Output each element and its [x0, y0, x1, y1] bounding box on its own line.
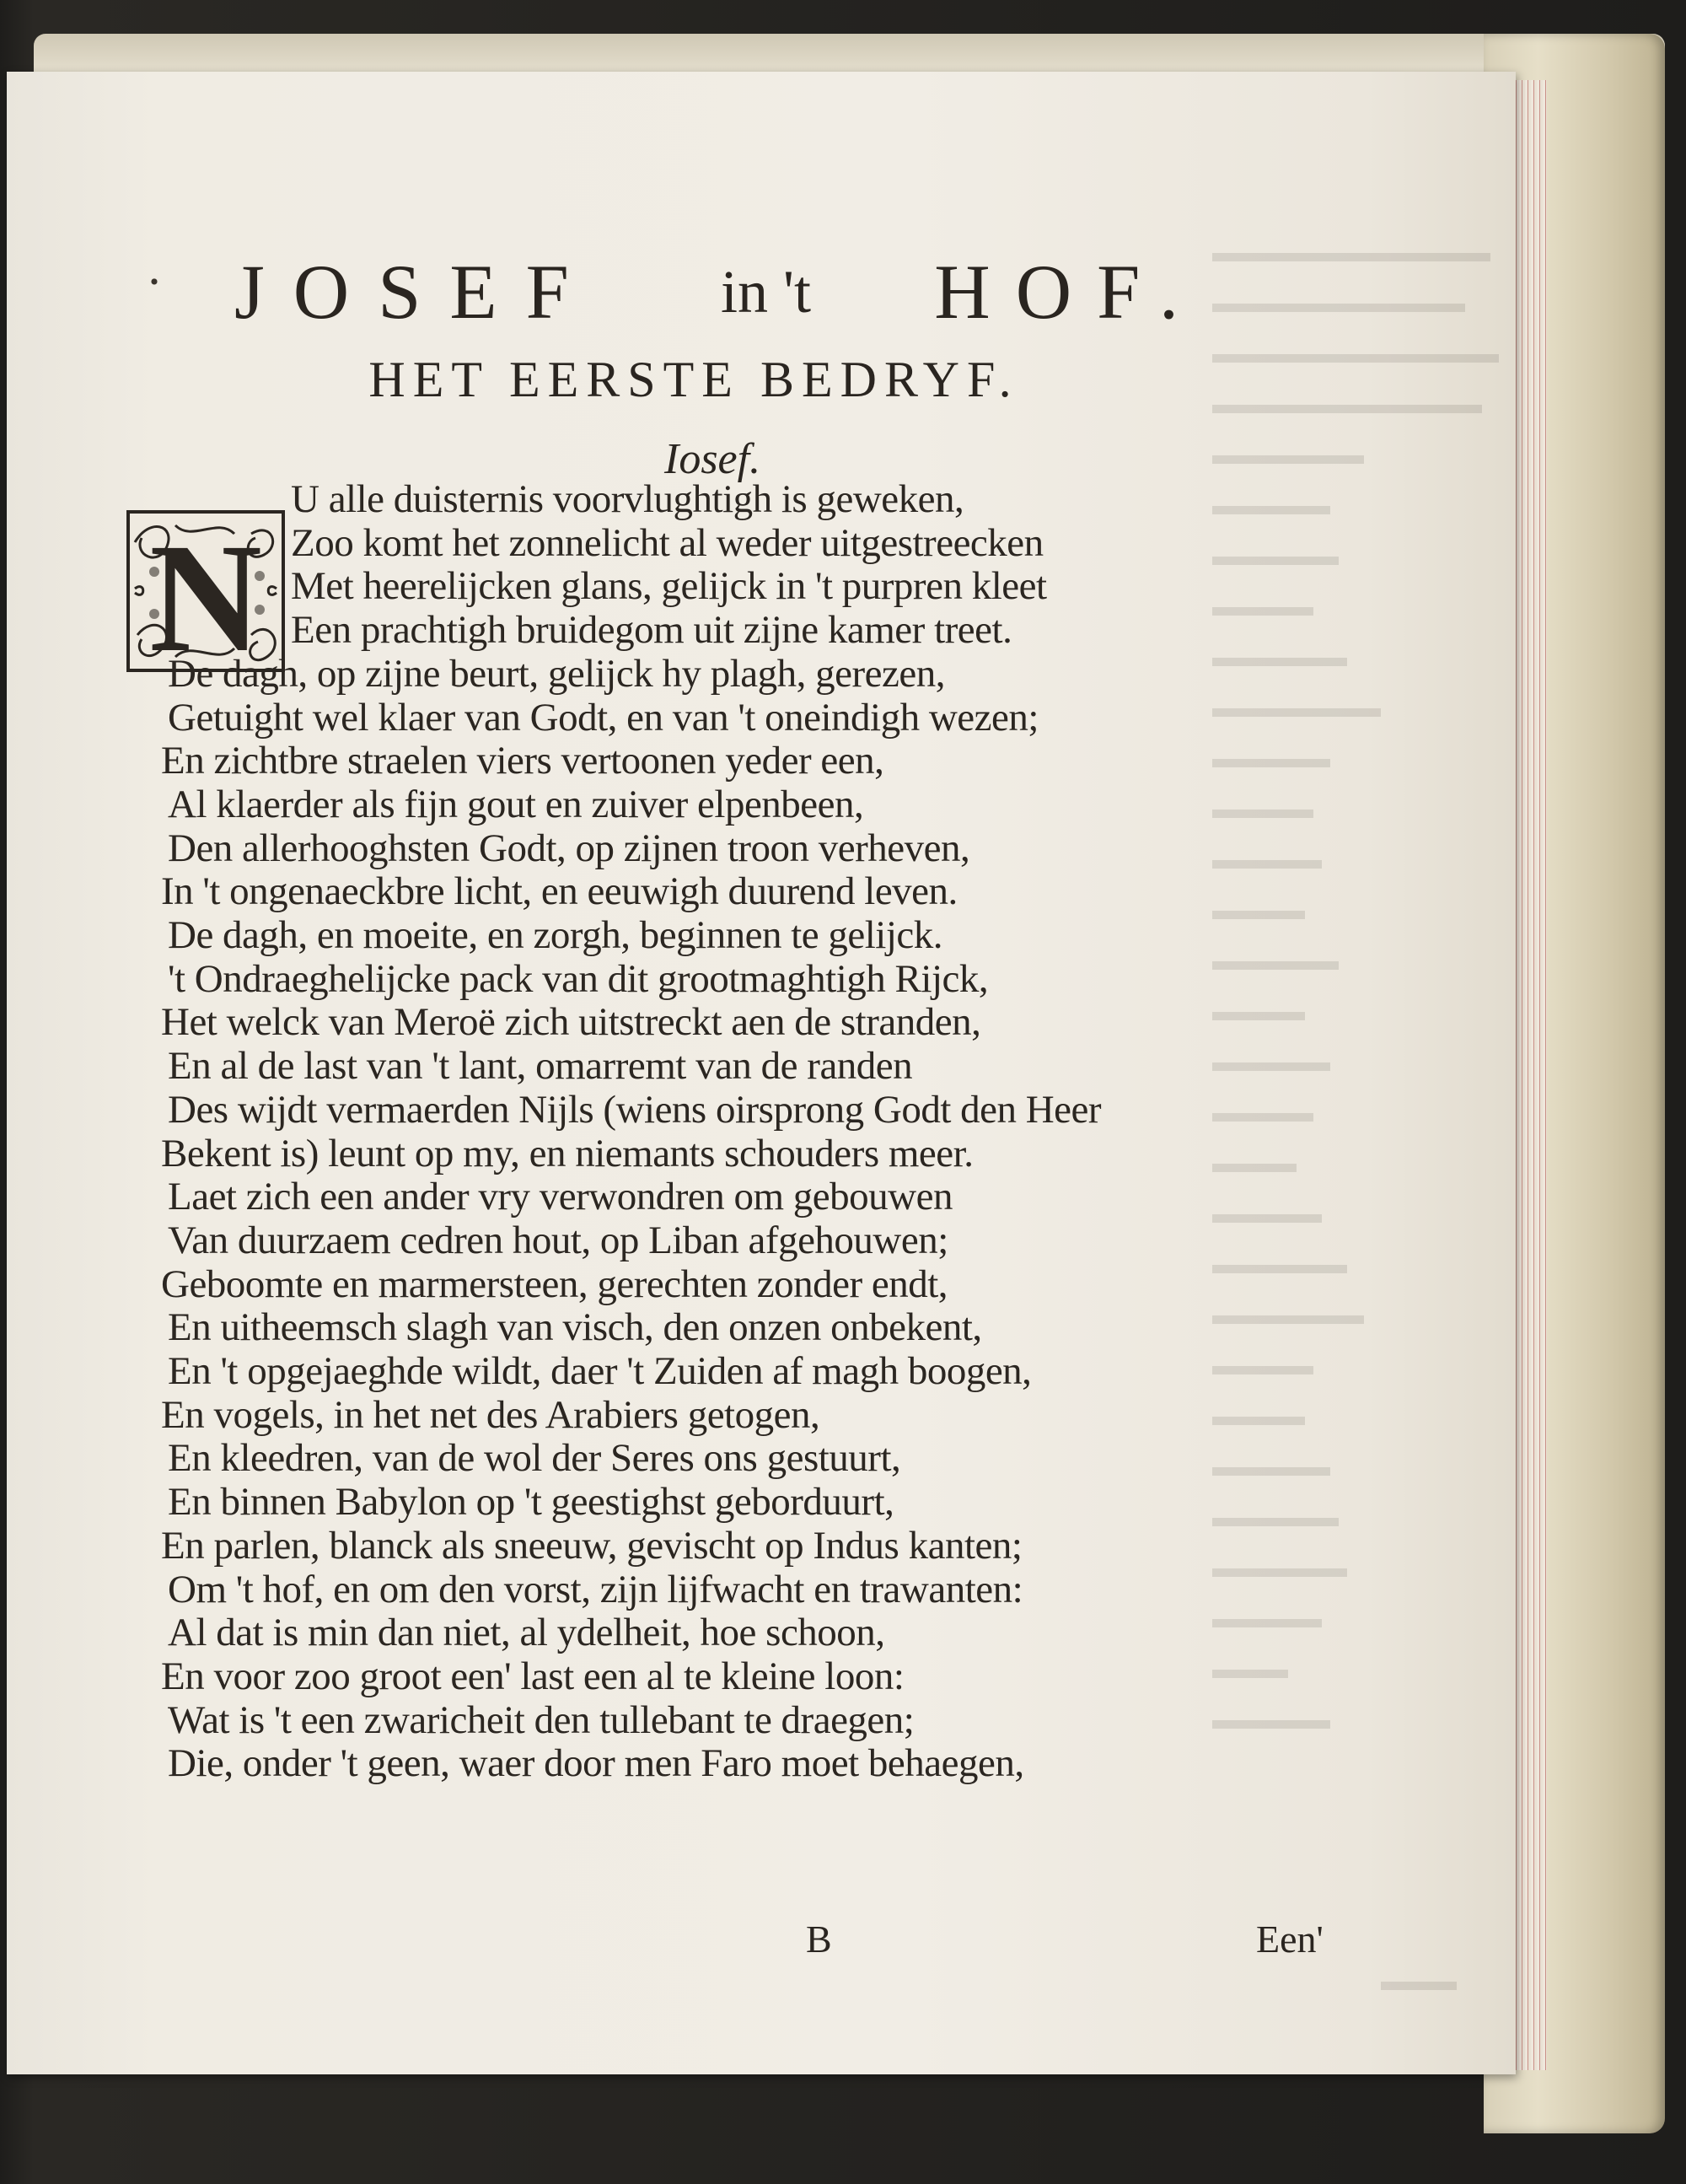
- title-word-in-t: in 't: [721, 258, 812, 325]
- poem-line: Laet zich een ander vry verwondren om gebouwen: [168, 1175, 953, 1218]
- page-title: [234, 245, 1204, 338]
- reverse-show-through: [1212, 228, 1516, 2083]
- poem-line: Al klaerder als fijn gout en zuiver elpenbeen,: [168, 783, 864, 826]
- poem-line: Al dat is min dan niet, al ydelheit, hoe schoon,: [168, 1611, 885, 1654]
- decorated-initial-n: [125, 508, 287, 674]
- poem-line: Het welck van Meroë zich uitstreckt aen de stranden,: [161, 1000, 981, 1044]
- poem-line: En kleedren, van de wol der Seres ons gestuurt,: [168, 1436, 901, 1480]
- speaker-name: Iosef.: [664, 435, 761, 483]
- poem-line: Getuight wel klaer van Godt, en van 't oneindigh wezen;: [168, 696, 1039, 740]
- title-ornament-dot: ·: [146, 254, 163, 309]
- poem-line: Bekent is) leunt op my, en niemants schouders meer.: [161, 1132, 974, 1175]
- poem-line: Den allerhooghsten Godt, op zijnen troon verheven,: [168, 826, 970, 870]
- poem-line: En zichtbre straelen viers vertoonen yeder een,: [161, 739, 884, 783]
- poem-line: Zoo komt het zonnelicht al weder uitgestreecken: [291, 521, 1044, 565]
- poem-line: Des wijdt vermaerden Nijls (wiens oirsprong Godt den Heer: [168, 1088, 1102, 1132]
- poem-line: En 't opgejaeghde wildt, daer 't Zuiden af magh boogen,: [168, 1349, 1032, 1393]
- poem-line: En parlen, blanck als sneeuw, gevischt op Indus kanten;: [161, 1524, 1023, 1568]
- act-heading: HET EERSTE BEDRYF.: [368, 352, 1019, 407]
- poem-line: U alle duisternis voorvlughtigh is geweken,: [291, 477, 964, 521]
- poem-line: En al de last van 't lant, omarremt van de randen: [168, 1044, 913, 1088]
- poem-line: Geboomte en marmersteen, gerechten zonder endt,: [161, 1262, 948, 1306]
- poem-line: In 't ongenaeckbre licht, en eeuwigh duurend leven.: [161, 869, 958, 913]
- poem-line: Van duurzaem cedren hout, op Liban afgehouwen;: [168, 1218, 948, 1262]
- decorated-initial-letter: N: [149, 512, 262, 674]
- poem-line: En voor zoo groot een' last een al te kleine loon:: [161, 1654, 905, 1698]
- poem-line: De dagh, en moeite, en zorgh, beginnen te gelijck.: [168, 913, 943, 957]
- poem-line: Om 't hof, en om den vorst, zijn lijfwacht en trawanten:: [168, 1568, 1023, 1611]
- page-edges: [1513, 80, 1547, 2070]
- poem-line: Met heerelijcken glans, gelijck in 't purpren kleet: [291, 564, 1047, 608]
- poem-line: En uitheemsch slagh van visch, den onzen onbekent,: [168, 1305, 982, 1349]
- poem-line: En vogels, in het net des Arabiers getogen,: [161, 1393, 820, 1437]
- page: [7, 72, 1516, 2074]
- poem-line: De dagh, op zijne beurt, gelijck hy plagh, gerezen,: [168, 652, 945, 696]
- title-word-josef: JOSEF: [234, 249, 598, 335]
- signature-mark: B: [806, 1918, 832, 1961]
- poem-line: Een prachtigh bruidegom uit zijne kamer treet.: [291, 608, 1012, 652]
- show-through-texture: [1212, 228, 1516, 2083]
- poem-line: 't Ondraeghelijcke pack van dit grootmaghtigh Rijck,: [168, 957, 989, 1001]
- poem-line: Die, onder 't geen, waer door men Faro moet behaegen,: [168, 1741, 1024, 1785]
- title-word-hof: HOF.: [934, 249, 1204, 335]
- poem-line: Wat is 't een zwaricheit den tullebant te draegen;: [168, 1698, 915, 1742]
- catchword: Een': [1256, 1918, 1324, 1961]
- poem-line: En binnen Babylon op 't geestighst geborduurt,: [168, 1480, 894, 1524]
